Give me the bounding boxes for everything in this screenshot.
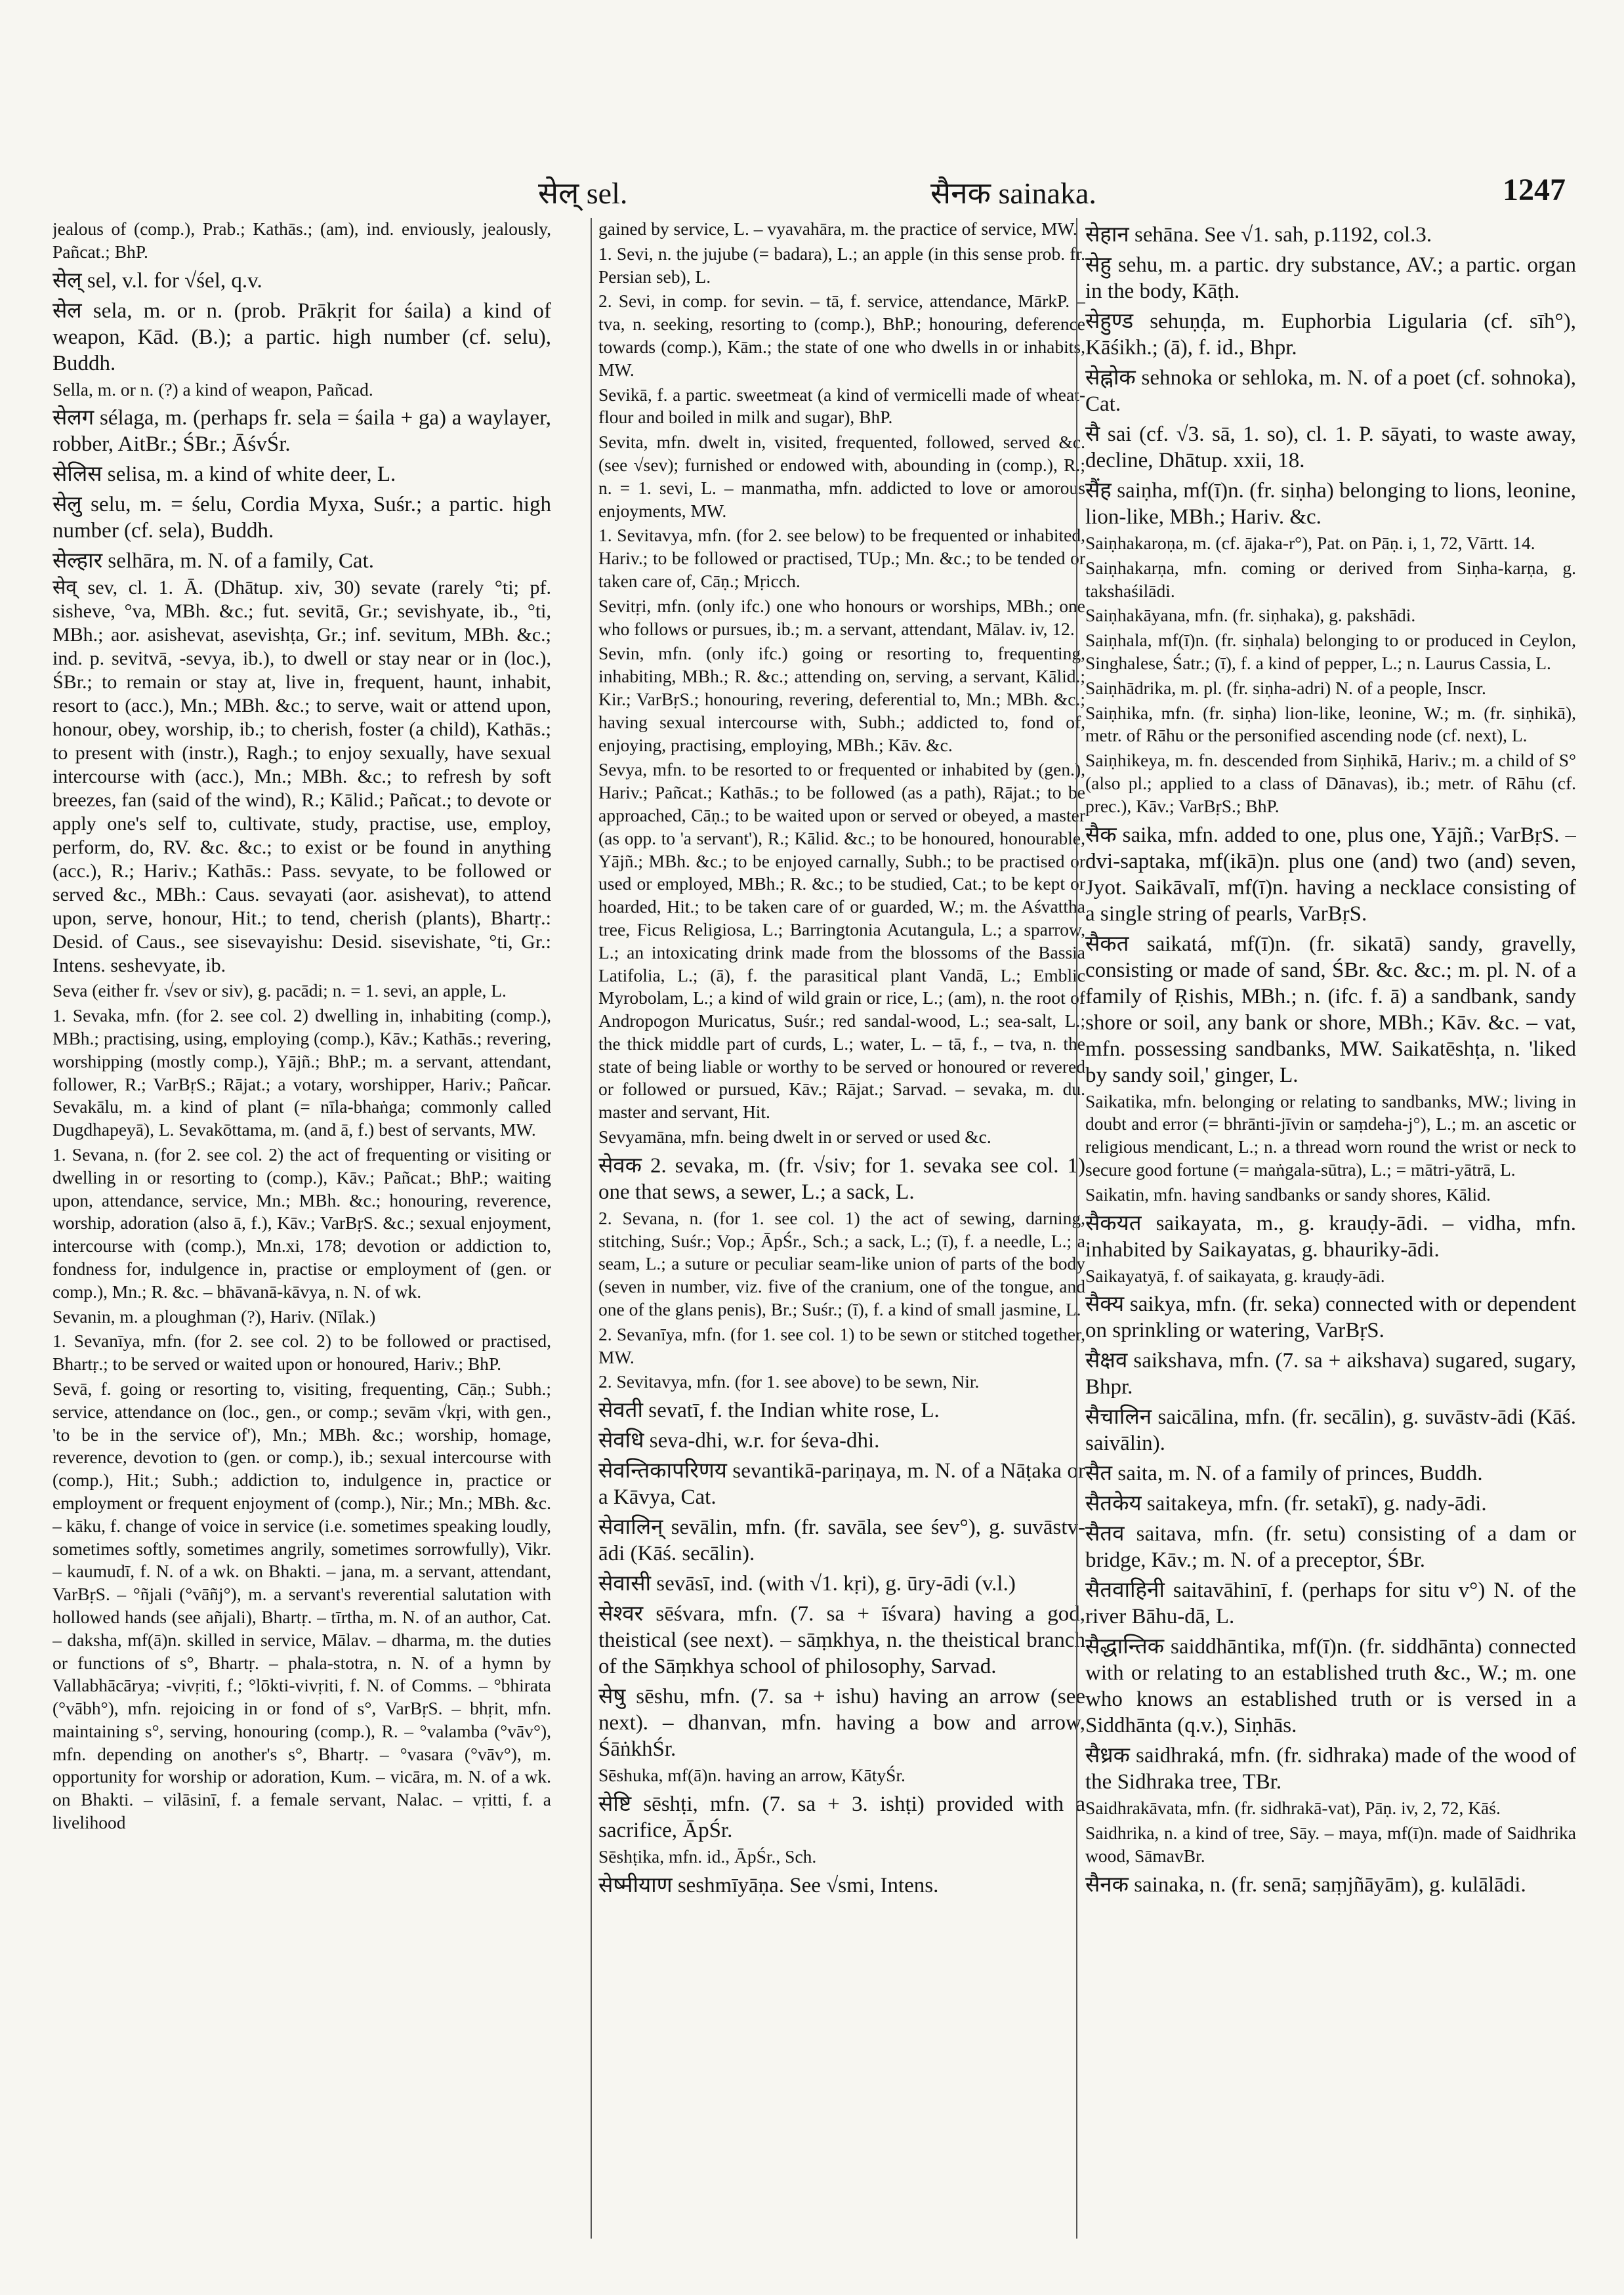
dictionary-entry: सेवन्तिकापरिणय sevantikā-pariṇaya, m. N. of a Nāṭaka or a Kāvya, Cat. bbox=[598, 1459, 1085, 1510]
dictionary-entry: सेवती sevatī, f. the Indian white rose, L. bbox=[598, 1399, 940, 1423]
dictionary-entry: सेश्वर sēśvara, mfn. (7. sa + īśvara) having a god, theistical (see next). – sāṃkhya, n. the theistical branch of the Sāṃkhya school of philosophy, Sarvad. bbox=[598, 1602, 1085, 1679]
dictionary-entry: सैचालिन saicālina, mfn. (fr. secālin), g. suvāstv-ādi (Kāś. saivālin). bbox=[1085, 1405, 1576, 1456]
dictionary-entry: Sevita, mfn. dwelt in, visited, frequented, followed, served &c. (see √sev); furnished or endowed with, abounding in (comp.), R.; n. = 1. sevi, L. – manmatha, mfn. addicted to love or amorous enjoyments, MW. bbox=[598, 432, 1085, 521]
dictionary-entry: Sevitṛi, mfn. (only ifc.) one who honours or worships, MBh.; one who follows or pursues, ib.; m. a servant, attendant, Mālav. iv, 12. bbox=[598, 595, 1085, 639]
dictionary-entry: jealous of (comp.), Prab.; Kathās.; (am), ind. enviously, jealously, Pañcat.; BhP. bbox=[52, 218, 551, 262]
dictionary-entry: Sēshuka, mf(ā)n. having an arrow, KātyŚr. bbox=[598, 1765, 906, 1786]
dictionary-entry: Sevā, f. going or resorting to, visiting, frequenting, Cāṇ.; Subh.; service, attendance on (loc., gen., or comp.; sevām √kṛi, with gen., 'to be in the service of'), Mn.; MBh. &c.; worship, homage, reverence, devotion to (gen. or comp.), ib.; sexual intercourse with (comp.), Hit.; Subh.; addiction to, indulgence in, practice or employment or frequent enjoyment of (comp.), Nir.; Mn.; MBh. &c. – kāku, f. change of voice in service (i.e. sometimes speaking loudly, sometimes softly, sometimes angrily, sometimes sorrowfully), Vikr. – kaumudī, f. N. of a wk. on Bhakti. – jana, m. a servant, attendant, VarBṛS. – °ñjali (°vāñj°), m. a servant's reverential salutation with hollowed hands (see añjali), Bhartṛ. – tīrtha, m. N. of an author, Cat. – daksha, mf(ā)n. skilled in service, Mālav. – dharma, m. the duties or functions of s°, Bhartṛ. – phala-stotra, n. N. of a hymn by Vallabhācārya; -vivṛiti, f.; °lōkti-vivṛiti, f. N. of Comms. – °bhirata (°vābh°), mfn. rejoicing in or fond of s°, VarBṛS. – bhṛit, mfn. maintaining s°, serving, honouring (comp.), R. – °valamba (°vāv°), mfn. depending on another's s°, Bhartṛ. – °vasara (°vāv°), m. opportunity for worship or adoration, Kum. – vicāra, m. N. of a wk. on Bhakti. – vilāsinī, f. a female servant, Nalac. – vṛitti, f. a livelihood bbox=[52, 1378, 551, 1833]
dictionary-entry: सैकत saikatá, mf(ī)n. (fr. sikatā) sandy, gravelly, consisting or made of sand, ŚBr. &c. &c.; m. pl. N. of a family of Ṛishis, MBh.; n. (ifc. f. ā) a sandbank, sandy shore or soil, any bank or shore, MBh.; Kāv. &c. – vat, mfn. possessing sandbanks, MW. Saikatēshṭa, n. 'liked by sandy soil,' ginger, L. bbox=[1085, 932, 1576, 1087]
dictionary-entry: Saiṇhādrika, m. pl. (fr. siṇha-adri) N. of a people, Inscr. bbox=[1085, 677, 1486, 698]
header-center-catchword: सैनक sainaka. bbox=[930, 176, 1096, 210]
dictionary-entry: 1. Sevaka, mfn. (for 2. see col. 2) dwelling in, inhabiting (comp.), MBh.; practising, using, employing (comp.), Kāv.; Kathās.; revering, worshipping (mostly comp.), Yājñ.; BhP.; m. a servant, attendant, follower, R.; VarBṛS.; Rājat.; a votary, worshipper, Hariv.; Pañcar. Sevakālu, m. a kind of plant (= nīla-bhaṅga; commonly called Dugdhapeyā), L. Sevakōttama, m. (and ā, f.) best of servants, MW. bbox=[52, 1005, 551, 1140]
dictionary-entry: सेलु selu, m. = śelu, Cordia Myxa, Suśr.; a partic. high number (cf. sela), Buddh. bbox=[52, 493, 551, 543]
dictionary-entry: सैक्षव saikshava, mfn. (7. sa + aikshava) sugared, sugary, Bhpr. bbox=[1085, 1349, 1576, 1399]
dictionary-entry: Saikatin, mfn. having sandbanks or sandy shores, Kālid. bbox=[1085, 1184, 1491, 1205]
dictionary-entry: सैतकेय saitakeya, mfn. (fr. setakī), g. nady-ādi. bbox=[1085, 1492, 1487, 1516]
dictionary-entry: सेवासी sevāsī, ind. (with √1. kṛi), g. ūry-ādi (v.l.) bbox=[598, 1572, 1016, 1596]
dictionary-entry: 2. Sevi, in comp. for sevin. – tā, f. service, attendance, MārkP. – tva, n. seeking, resorting to (comp.), BhP.; honouring, deference towards (comp.), Kām.; the state of one who dwells in or inhabits, MW. bbox=[598, 291, 1085, 380]
dictionary-entry: सेल्हार selhāra, m. N. of a family, Cat. bbox=[52, 549, 374, 573]
dictionary-entry: 2. Sevana, n. (for 1. see col. 1) the act of sewing, darning, stitching, Suśr.; Vop.; ĀpŚr., Sch.; a sack, L.; (ī), f. a needle, L.; a seam, L.; a suture or peculiar seam-like union of parts of the body (seven in number, viz. five of the cranium, one of the tongue, and one of the glans penis), Br.; Suśr.; (ī), f. a kind of small jasmine, L. bbox=[598, 1207, 1085, 1320]
dictionary-entry: Sevanin, m. a ploughman (?), Hariv. (Nīlak.) bbox=[52, 1306, 376, 1327]
dictionary-entry: सेष्मीयाण seshmīyāṇa. See √smi, Intens. bbox=[598, 1873, 939, 1897]
dictionary-entry: Sevikā, f. a partic. sweetmeat (a kind of vermicelli made of wheat-flour and boiled in milk and sugar), BhP. bbox=[598, 384, 1085, 428]
dictionary-entry: Saiṇhakarṇa, mfn. coming or derived from Siṇha-karṇa, g. takshaśilādi. bbox=[1085, 557, 1576, 601]
dictionary-entry: सेल sela, m. or n. (prob. Prākṛit for śaila) a kind of weapon, Kād. (B.); a partic. high number (cf. selu), Buddh. bbox=[52, 299, 551, 375]
dictionary-entry: Saiṇhala, mf(ī)n. (fr. siṇhala) belonging to or produced in Ceylon, Singhalese, Śatr.; (ī), f. a kind of pepper, L.; n. Laurus Cassia, L. bbox=[1085, 630, 1576, 673]
dictionary-entry: 1. Sevi, n. the jujube (= badara), L.; an apple (in this sense prob. fr. Persian seb), L. bbox=[598, 243, 1085, 287]
dictionary-entry: सेहुण्ड sehuṇḍa, m. Euphorbia Ligularia (cf. sīh°), Kāśikh.; (ā), f. id., Bhpr. bbox=[1085, 310, 1576, 360]
dictionary-entry: सैतव saitava, mfn. (fr. setu) consisting of a dam or bridge, Kāv.; m. N. of a preceptor, ŚBr. bbox=[1085, 1522, 1576, 1573]
dictionary-entry: सैक saika, mfn. added to one, plus one, Yājñ.; VarBṛS. – dvi-saptaka, mf(ikā)n. plus one (and) two (and) seven, Jyot. Saikāvalī, mf(ī)n. having a necklace consisting of a single string of pearls, VarBṛS. bbox=[1085, 823, 1576, 926]
dictionary-entry: सेष्टि sēshṭi, mfn. (7. sa + 3. ishṭi) provided with a sacrifice, ĀpŚr. bbox=[598, 1792, 1085, 1843]
dictionary-entry: सेवक 2. sevaka, m. (fr. √siv; for 1. sevaka see col. 1) one that sews, a sewer, L.; a sack, L. bbox=[598, 1153, 1085, 1204]
dictionary-entry: सेहु sehu, m. a partic. dry substance, AV.; a partic. organ in the body, Kāṭh. bbox=[1085, 253, 1576, 303]
dictionary-entry: सै sai (cf. √3. sā, 1. so), cl. 1. P. sāyati, to waste away, decline, Dhātup. xxii, 18. bbox=[1085, 423, 1576, 472]
dictionary-entry: सेलिस selisa, m. a kind of white deer, L. bbox=[52, 463, 396, 487]
dictionary-entry: सैध्रक saidhraká, mfn. (fr. sidhraka) made of the wood of the Sidhraka tree, TBr. bbox=[1085, 1744, 1576, 1794]
dictionary-entry: सैक्य saikya, mfn. (fr. seka) connected with or dependent on sprinkling or watering, VarBṛS. bbox=[1085, 1292, 1576, 1343]
dictionary-entry: Saikatika, mfn. belonging or relating to sandbanks, MW.; living in doubt and error (= bhrānti-jīvin or saṃdeha-j°), L.; m. an ascetic or religious mendicant, L.; n. a thread worn round the wrist or neck to secure good fortune (= maṅgala-sūtra), L.; = mātri-yātrā, L. bbox=[1085, 1090, 1576, 1180]
dictionary-entry: Sevya, mfn. to be resorted to or frequented or inhabited by (gen.), Hariv.; Pañcat.; Kathās.; to be followed (as a path), Rājat.; to be approached, Cāṇ.; to be waited upon or served or obeyed, a master (as opp. to 'a servant'), R.; Kālid. &c.; to be honoured, honourable, Yājñ.; MBh. &c.; to be enjoyed carnally, Subh.; to be practised or used or employed, MBh.; R. &c.; to be studied, Cat.; to be kept or hoarded, Hit.; to be taken care of or guarded, W.; m. the Aśvattha tree, Ficus Religiosa, L.; Barringtonia Acutangula, L.; a sparrow, L.; an intoxicating drink made from the blossoms of the Bassia Latifolia, L.; (ā), f. the parasitical plant Vandā, L.; Emblic Myrobolam, L.; a kind of wild grain or rice, L.; (am), n. the root of Andropogon Muricatus, Suśr.; red sandal-wood, L.; sea-salt, L.; the thick middle part of curds, L.; water, L. – tā, f., – tva, n. the state of being liable or worthy to be served or honoured or revered or followed or pursued, Kāv.; Rājat.; Sarvad. – sevaka, m. du. master and servant, Hit. bbox=[598, 759, 1085, 1123]
dictionary-entry: Saiṇhikeya, m. fn. descended from Siṇhikā, Hariv.; m. a child of S° (also pl.; applied to a class of Dānavas), ib.; metr. of Rāhu (cf. prec.), Kāv.; VarBṛS.; BhP. bbox=[1085, 750, 1576, 816]
page-number: 1247 bbox=[1503, 173, 1566, 207]
dictionary-entry: Saiṇhakaroṇa, m. (cf. ājaka-r°), Pat. on Pāṇ. i, 1, 72, Vārtt. 14. bbox=[1085, 533, 1535, 553]
page-header bbox=[0, 172, 1624, 218]
dictionary-entry: सैंह saiṇha, mf(ī)n. (fr. siṇha) belonging to lions, leonine, lion-like, MBh.; Hariv. &c. bbox=[1085, 479, 1576, 529]
dictionary-entry: 2. Sevitavya, mfn. (for 1. see above) to be sewn, Nir. bbox=[598, 1371, 980, 1392]
dictionary-entry: 1. Sevana, n. (for 2. see col. 2) the act of frequenting or visiting or dwelling in or resorting to (comp.), Kāv.; Pañcat.; BhP.; waiting upon, attendance, service, Mn.; MBh. &c.; honouring, reverence, worship, adoration (also ā, f.), Kāv.; VarBṛS. &c.; sexual enjoyment, intercourse with (comp.), Mn.xi, 178; devotion or addiction to, fondness for, indulgence in, practise or employment of (gen. or comp.), Mn.; R. &c. – bhāvanā-kāvya, n. N. of wk. bbox=[52, 1144, 551, 1302]
dictionary-entry: सैतवाहिनी saitavāhinī, f. (perhaps for situ v°) N. of the river Bāhu-dā, L. bbox=[1085, 1579, 1576, 1629]
dictionary-entry: Saiṇhika, mfn. (fr. siṇha) lion-like, leonine, W.; m. (fr. siṇhikā), metr. of Rāhu or the personified ascending node (cf. next), L. bbox=[1085, 702, 1576, 746]
dictionary-entry: सैद्धान्तिक saiddhāntika, mf(ī)n. (fr. siddhānta) connected with or relating to an established truth &c., W.; m. one who knows an established truth or is versed in a Siddhānta (q.v.), Siṇhās. bbox=[1085, 1635, 1576, 1738]
dictionary-entry: सेह्नोक sehnoka or sehloka, m. N. of a poet (cf. sohnoka), Cat. bbox=[1085, 366, 1576, 416]
dictionary-entry: Saidhrika, n. a kind of tree, Sāy. – maya, mf(ī)n. made of Saidhrika wood, SāmavBr. bbox=[1085, 1823, 1576, 1866]
dictionary-entry: Sella, m. or n. (?) a kind of weapon, Pañcad. bbox=[52, 379, 373, 400]
dictionary-entry: सेल् sel, v.l. for √śel, q.v. bbox=[52, 268, 262, 293]
dictionary-entry: सेव् sev, cl. 1. Ā. (Dhātup. xiv, 30) sevate (rarely °ti; pf. sisheve, °va, MBh. &c.; fut. sevitā, Gr.; sevishyate, ib., °ti, MBh.; aor. asishevat, asevishṭa, Gr.; inf. sevitum, MBh. &c.; ind. p. sevitvā, -sevya, ib.), to dwell or stay near or in (loc.), ŚBr.; to remain or stay at, live in, frequent, haunt, inhabit, resort to (acc.), Mn.; MBh. &c.; to serve, wait or attend upon, honour, obey, worship, ib.; to cherish, foster (a child), Kathās.; to present with (instr.), Ragh.; to enjoy sexually, have sexual intercourse with (acc.), Mn.; MBh. &c.; to refresh by soft breezes, fan (said of the wind), R.; Kālid.; Pañcat.; to devote or apply one's self to, cultivate, study, practise, use, employ, perform, do, RV. &c. &c.; to exist or be found in anything (acc.), R.; Hariv.; Kathās.: Pass. sevyate, to be followed or served &c., MBh.: Caus. sevayati (aor. asishevat), to attend upon, serve, honour, Hit.; to tend, cherish (plants), Bhartṛ.: Desid. of Caus., see sisevayishu: Desid. sisevishate, °ti, Gr.: Intens. seshevyate, ib. bbox=[52, 577, 551, 977]
dictionary-entry: सैत saita, m. N. of a family of princes, Buddh. bbox=[1085, 1462, 1483, 1486]
dictionary-entry: 2. Sevanīya, mfn. (for 1. see col. 1) to be sewn or stitched together, MW. bbox=[598, 1323, 1085, 1367]
dictionary-entry: Sēshṭika, mfn. id., ĀpŚr., Sch. bbox=[598, 1846, 817, 1867]
dictionary-entry: सेवधि seva-dhi, w.r. for śeva-dhi. bbox=[598, 1429, 880, 1453]
dictionary-entry: सेवालिन् sevālin, mfn. (fr. savāla, see śev°), g. suvāstv-ādi (Kāś. secālin). bbox=[598, 1516, 1085, 1566]
dictionary-entry: सेषु sēshu, mfn. (7. sa + ishu) having an arrow (see next). – dhanvan, mfn. having a bow and arrow, ŚāṅkhŚr. bbox=[598, 1685, 1085, 1762]
dictionary-column-1 bbox=[52, 218, 551, 2239]
dictionary-entry: gained by service, L. – vyavahāra, m. the practice of service, MW. bbox=[598, 218, 1077, 239]
dictionary-column-3 bbox=[1076, 218, 1576, 2239]
header-left-catchword: सेल् sel. bbox=[538, 176, 628, 210]
dictionary-column-2 bbox=[591, 218, 1085, 2239]
dictionary-entry: 1. Sevitavya, mfn. (for 2. see below) to be frequented or inhabited, Hariv.; to be followed or practised, TUp.; Mn. &c.; to be tended or taken care of, Cāṇ.; Mṛicch. bbox=[598, 525, 1085, 591]
dictionary-entry: Sevyamāna, mfn. being dwelt in or served or used &c. bbox=[598, 1127, 991, 1148]
dictionary-entry: सेहान sehāna. See √1. sah, p.1192, col.3. bbox=[1085, 223, 1432, 247]
dictionary-entry: Saidhrakāvata, mfn. (fr. sidhrakā-vat), Pāṇ. iv, 2, 72, Kāś. bbox=[1085, 1798, 1501, 1819]
dictionary-entry: Saikayatyā, f. of saikayata, g. krauḍy-ādi. bbox=[1085, 1265, 1385, 1286]
dictionary-entry: Saiṇhakāyana, mfn. (fr. siṇhaka), g. pakshādi. bbox=[1085, 605, 1416, 626]
dictionary-entry: सैकयत saikayata, m., g. krauḍy-ādi. – vidha, mfn. inhabited by Saikayatas, g. bhauriky-ādi. bbox=[1085, 1211, 1576, 1262]
dictionary-entry: Seva (either fr. √sev or siv), g. pacādi; n. = 1. sevi, an apple, L. bbox=[52, 980, 507, 1001]
dictionary-entry: Sevin, mfn. (only ifc.) going or resorting to, frequenting, inhabiting, MBh.; R. &c.; attending on, serving, a servant, Kālid.; Kir.; VarBṛS.; honouring, revering, deferential to, Mn.; MBh. &c.; having sexual intercourse with, Subh.; addicted to, fond of, enjoying, practising, employing, MBh.; Kāv. &c. bbox=[598, 643, 1085, 755]
dictionary-entry: सेलग sélaga, m. (perhaps fr. sela = śaila + ga) a waylayer, robber, AitBr.; ŚBr.; ĀśvŚr. bbox=[52, 406, 551, 457]
dictionary-entry: सैनक sainaka, n. (fr. senā; saṃjñāyām), g. kulālādi. bbox=[1085, 1872, 1526, 1897]
dictionary-entry: 1. Sevanīya, mfn. (for 2. see col. 2) to be followed or practised, Bhartṛ.; to be served or waited upon or honoured, Hariv.; BhP. bbox=[52, 1331, 551, 1375]
